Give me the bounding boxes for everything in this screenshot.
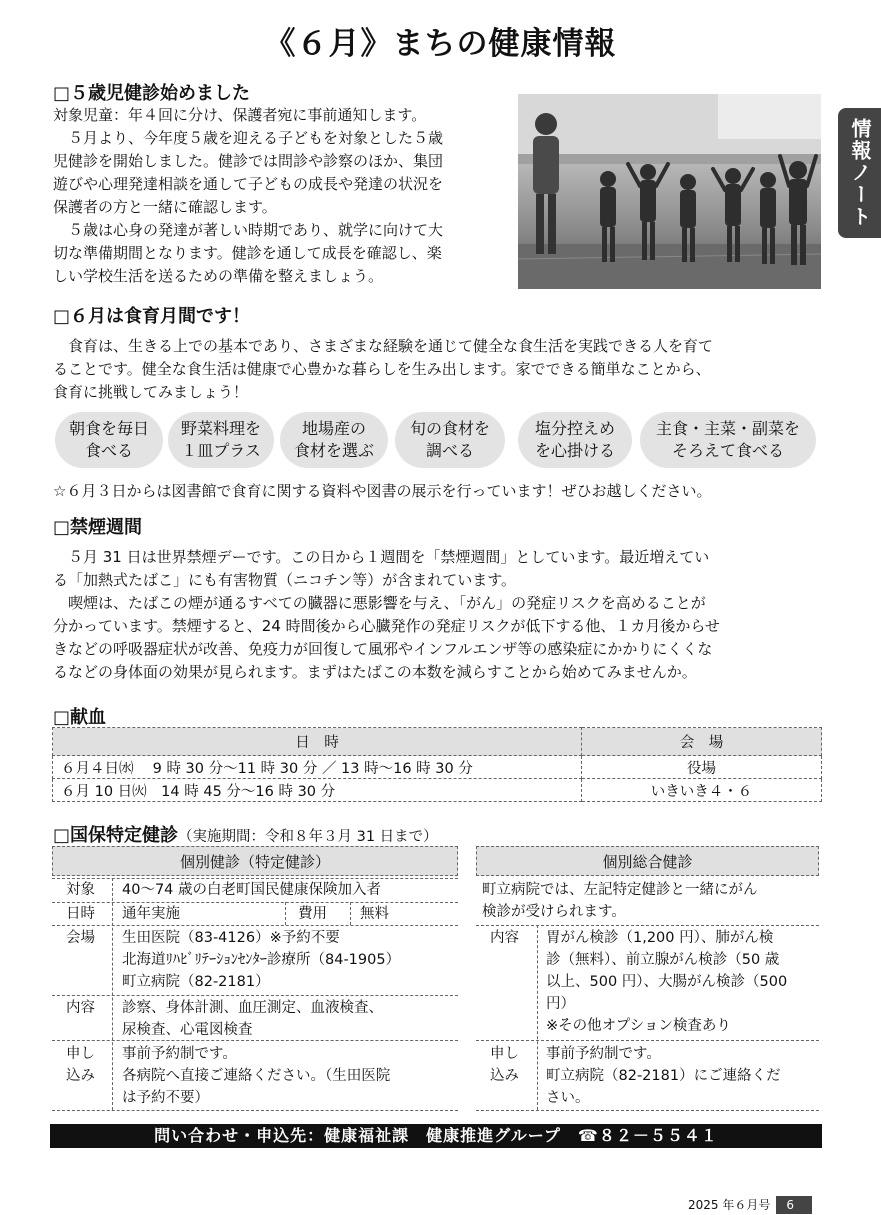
intro-line: 検診が受けられます。 xyxy=(482,904,626,920)
text-line: 児健診を開始しました。健診では問診や診察のほか、集団 xyxy=(53,152,444,170)
content-line: 診（無料）、前立腺がん検診（50 歳 xyxy=(546,952,780,968)
content-line: 胃がん検診（1,200 円）、肺がん検 xyxy=(546,930,774,946)
intro-line: 町立病院では、左記特定健診と一緒にがん xyxy=(482,882,758,898)
pill-local-food xyxy=(280,412,388,468)
text-line: るなどの身体面の効果が見られます。まずはたばこの本数を減らすことから始めてみませんか。 xyxy=(53,663,697,681)
pill-line: 地場産の xyxy=(301,419,366,438)
text-line: ５歳は心身の発達が著しい時期であり、就学に向けて大 xyxy=(53,221,444,239)
cell-datetime: ６月４日㈬ 9 時 30 分～11 時 30 分 ／ 13 時～16 時 30 分 xyxy=(53,756,582,779)
venue-line: 町立病院（82-2181） xyxy=(122,974,270,990)
section-heading-food-education: □６月は食育月間です！ xyxy=(53,306,251,327)
side-tab-info-note: 情報ノート xyxy=(838,108,881,238)
apply-line: さい。 xyxy=(546,1090,590,1106)
section-heading-nhi-checkup-wrap xyxy=(53,821,438,847)
venue-line: 生田医院（83-4126）※予約不要 xyxy=(122,930,340,946)
pill-line: １皿プラス xyxy=(181,441,261,460)
text-line: 遊びや心理発達相談を通して子どもの成長や発達の状況を xyxy=(53,175,444,193)
label-line: 申し xyxy=(490,1046,519,1062)
section-heading-nhi-checkup: □国保特定健診 xyxy=(53,825,179,846)
text-line: 分かっています。禁煙すると、24 時間後から心臓発作の発症リスクが低下する他、１カ月後からせ xyxy=(53,617,720,635)
label-target: 対象 xyxy=(66,882,95,898)
label-content: 内容 xyxy=(66,1000,95,1016)
text-line: きなどの呼吸器症状が改善、免疫力が回復して風邪やインフルエンザ等の感染症にかかりにくくな xyxy=(53,640,713,658)
cell-venue: 役場 xyxy=(582,756,822,779)
pill-line: 野菜料理を xyxy=(180,419,261,438)
content-line: 円） xyxy=(546,996,575,1012)
label-apply-right xyxy=(490,1043,519,1087)
cell-datetime: ６月 10 日㈫ 14 時 45 分～16 時 30 分 xyxy=(53,779,582,802)
venue-line: 北海道ﾘﾊﾋﾞﾘﾃｰｼｮﾝｾﾝﾀｰ診療所（84-1905） xyxy=(122,952,401,968)
text-line: 食育は、生きる上での基本であり、さまざまな経験を通じて健全な食生活を実践できる人を育て xyxy=(53,337,714,355)
label-date: 日時 xyxy=(66,906,95,922)
pill-vegetables xyxy=(168,412,274,468)
right-box-header: 個別総合健診 xyxy=(476,846,819,876)
value-date: 通年実施 xyxy=(122,906,180,922)
library-note: ☆６月３日からは図書館で食育に関する資料や図書の展示を行っています！ぜひお越しください。 xyxy=(53,482,712,500)
pill-line: そろえて食べる xyxy=(671,441,784,460)
pill-line: 食べる xyxy=(84,441,133,460)
label-line: 込み xyxy=(66,1068,95,1084)
text-line: ５月 31 日は世界禁煙デーです。この日から１週間を「禁煙週間」としています。最近増えてい xyxy=(53,548,710,566)
text-line: 喫煙は、たばこの煙が通るすべての臓器に悪影響を与え、「がん」の発症リスクを高めることが xyxy=(53,594,706,612)
pill-line: 旬の食材を xyxy=(409,419,490,438)
section-heading-5yo-checkup: □５歳児健診始めました xyxy=(53,83,251,104)
value-apply xyxy=(122,1043,390,1109)
label-content-right: 内容 xyxy=(490,930,519,946)
section-body-no-smoking xyxy=(53,546,833,684)
blood-donation-table xyxy=(52,727,822,802)
pill-balanced-meal xyxy=(640,412,816,468)
page-footer xyxy=(682,1196,812,1214)
pill-breakfast xyxy=(55,412,163,468)
section-heading-no-smoking: □禁煙週間 xyxy=(53,517,143,538)
text-line: ５月より、今年度５歳を迎える子どもを対象とした５歳 xyxy=(53,129,444,147)
text-line: 食育に挑戦してみましょう！ xyxy=(53,383,249,401)
pill-line: 食材を選ぶ xyxy=(293,441,374,460)
pill-line: 朝食を毎日 xyxy=(68,419,149,438)
pill-line: を心掛ける xyxy=(534,441,615,460)
photo-children-playing xyxy=(518,94,821,289)
page-number: 6 xyxy=(776,1196,812,1214)
page-title: 《６月》まちの健康情報 xyxy=(264,26,617,62)
value-venue-list xyxy=(122,927,400,993)
text-line: 切な準備期間となります。健診を通して成長を確認し、楽 xyxy=(53,244,442,262)
label-apply xyxy=(66,1043,95,1087)
apply-line: 町立病院（82-2181）にご連絡くだ xyxy=(546,1068,781,1084)
pill-line: 主食・主菜・副菜を xyxy=(655,419,800,438)
table-row xyxy=(53,756,822,779)
apply-line: 事前予約制です。 xyxy=(546,1046,661,1062)
text-line: ることです。健全な食生活は健康で心豊かな暮らしを生み出します。家でできる簡単なことから、 xyxy=(53,360,711,378)
column-header-venue: 会 場 xyxy=(582,728,822,756)
label-line: 申し xyxy=(66,1046,95,1062)
pill-seasonal xyxy=(395,412,505,468)
label-line: 込み xyxy=(490,1068,519,1084)
section-body-food-education xyxy=(53,335,833,404)
pill-line: 塩分控えめ xyxy=(534,419,615,438)
value-apply-right xyxy=(546,1043,781,1109)
value-target: 40～74 歳の白老町国民健康保険加入者 xyxy=(122,882,382,898)
content-line: 診察、身体計測、血圧測定、血液検査、 xyxy=(122,1000,383,1016)
content-line: 尿検査、心電図検査 xyxy=(122,1022,253,1038)
table-row xyxy=(53,779,822,802)
content-line: 以上、500 円）、大腸がん検診（500 xyxy=(546,974,788,990)
text-line: る「加熱式たばこ」にも有害物質（ニコチン等）が含まれています。 xyxy=(53,571,517,589)
section-heading-blood-donation: □献血 xyxy=(53,707,107,728)
cell-venue: いきいき４・６ xyxy=(582,779,822,802)
photo-illustration xyxy=(518,94,821,289)
apply-line: 各病院へ直接ご連絡ください。（生田医院 xyxy=(122,1068,391,1084)
pill-line: 調べる xyxy=(425,441,474,460)
value-content xyxy=(122,997,383,1041)
right-intro xyxy=(482,879,758,923)
label-fee: 費用 xyxy=(298,906,327,922)
text-line: しい学校生活を送るための準備を整えましょう。 xyxy=(53,267,384,285)
column-header-datetime: 日 時 xyxy=(53,728,582,756)
contact-footer-bar: 問い合わせ・申込先：健康福祉課 健康推進グループ ☎８２－５５４１ xyxy=(50,1124,822,1148)
apply-line: 事前予約制です。 xyxy=(122,1046,237,1062)
pill-less-salt xyxy=(518,412,632,468)
label-venue: 会場 xyxy=(66,930,95,946)
content-line: ※その他オプション検査あり xyxy=(546,1018,731,1034)
checkup-period-note: （実施期間：令和８年３月 31 日まで） xyxy=(178,829,438,845)
text-line: 対象児童：年４回に分け、保護者宛に事前通知します。 xyxy=(53,106,427,124)
issue-label: 2025 年６月号 xyxy=(688,1198,771,1212)
apply-line: は予約不要） xyxy=(122,1090,209,1106)
value-content-right xyxy=(546,927,787,1037)
value-fee: 無料 xyxy=(360,906,389,922)
text-line: 保護者の方と一緒に確認します。 xyxy=(53,198,277,216)
left-box-header: 個別健診（特定健診） xyxy=(52,846,458,876)
section-body-5yo-checkup xyxy=(53,104,513,288)
